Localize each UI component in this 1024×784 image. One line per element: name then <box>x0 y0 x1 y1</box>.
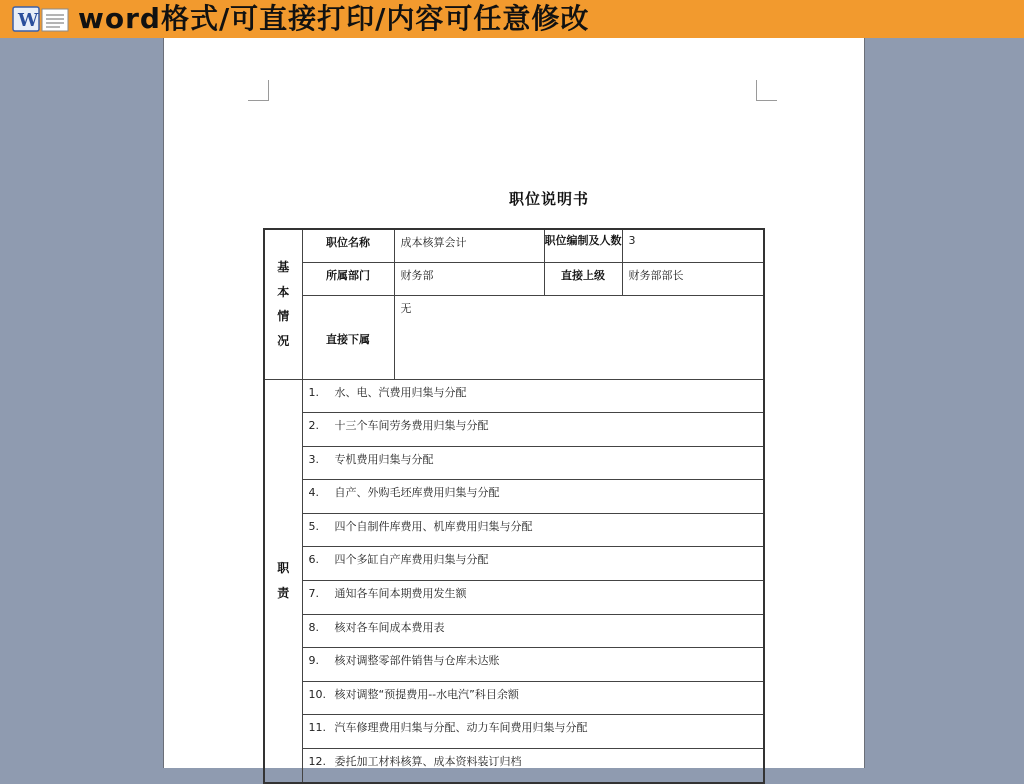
margin-corner-top-left <box>248 80 269 101</box>
duty-item: 11. 汽车修理费用归集与分配、动力车间费用归集与分配 <box>302 715 764 749</box>
duty-item: 3. 专机费用归集与分配 <box>302 446 764 480</box>
department-label: 所属部门 <box>302 262 394 295</box>
banner-title: word格式/可直接打印/内容可任意修改 <box>78 2 590 35</box>
position-name-label: 职位名称 <box>302 229 394 262</box>
headcount-label: 职位编制及人数 <box>544 229 622 262</box>
supervisor-value: 财务部部长 <box>622 262 764 295</box>
duty-item: 9. 核对调整零部件销售与仓库未达账 <box>302 648 764 682</box>
duty-item: 6. 四个多缸自产库费用归集与分配 <box>302 547 764 581</box>
duty-item: 8. 核对各车间成本费用表 <box>302 614 764 648</box>
duties-section-label: 职 责 <box>264 379 302 783</box>
header-banner <box>0 0 1024 38</box>
document-page <box>163 38 865 768</box>
margin-corner-top-right <box>756 80 777 101</box>
subordinate-label: 直接下属 <box>302 295 394 379</box>
document-title: 职位说明书 <box>508 190 589 208</box>
duty-item: 7. 通知各车间本期费用发生额 <box>302 581 764 615</box>
word-document-icon <box>12 5 70 33</box>
duty-item: 4. 自产、外购毛坯库费用归集与分配 <box>302 480 764 514</box>
department-value: 财务部 <box>394 262 544 295</box>
headcount-value: 3 <box>622 229 764 262</box>
duty-item: 5. 四个自制件库费用、机库费用归集与分配 <box>302 513 764 547</box>
svg-text:W: W <box>18 10 39 31</box>
job-description-table <box>263 228 765 784</box>
supervisor-label: 直接上级 <box>544 262 622 295</box>
duty-item: 2. 十三个车间劳务费用归集与分配 <box>302 413 764 447</box>
duty-item: 12. 委托加工材料核算、成本资料装订归档 <box>302 749 764 783</box>
position-name-value: 成本核算会计 <box>394 229 544 262</box>
duty-item: 10. 核对调整“预提费用--水电汽”科目余额 <box>302 681 764 715</box>
subordinate-value: 无 <box>394 295 764 379</box>
duty-item: 1. 水、电、汽费用归集与分配 <box>302 379 764 413</box>
basic-info-section-label: 基 本 情 况 <box>264 229 302 379</box>
